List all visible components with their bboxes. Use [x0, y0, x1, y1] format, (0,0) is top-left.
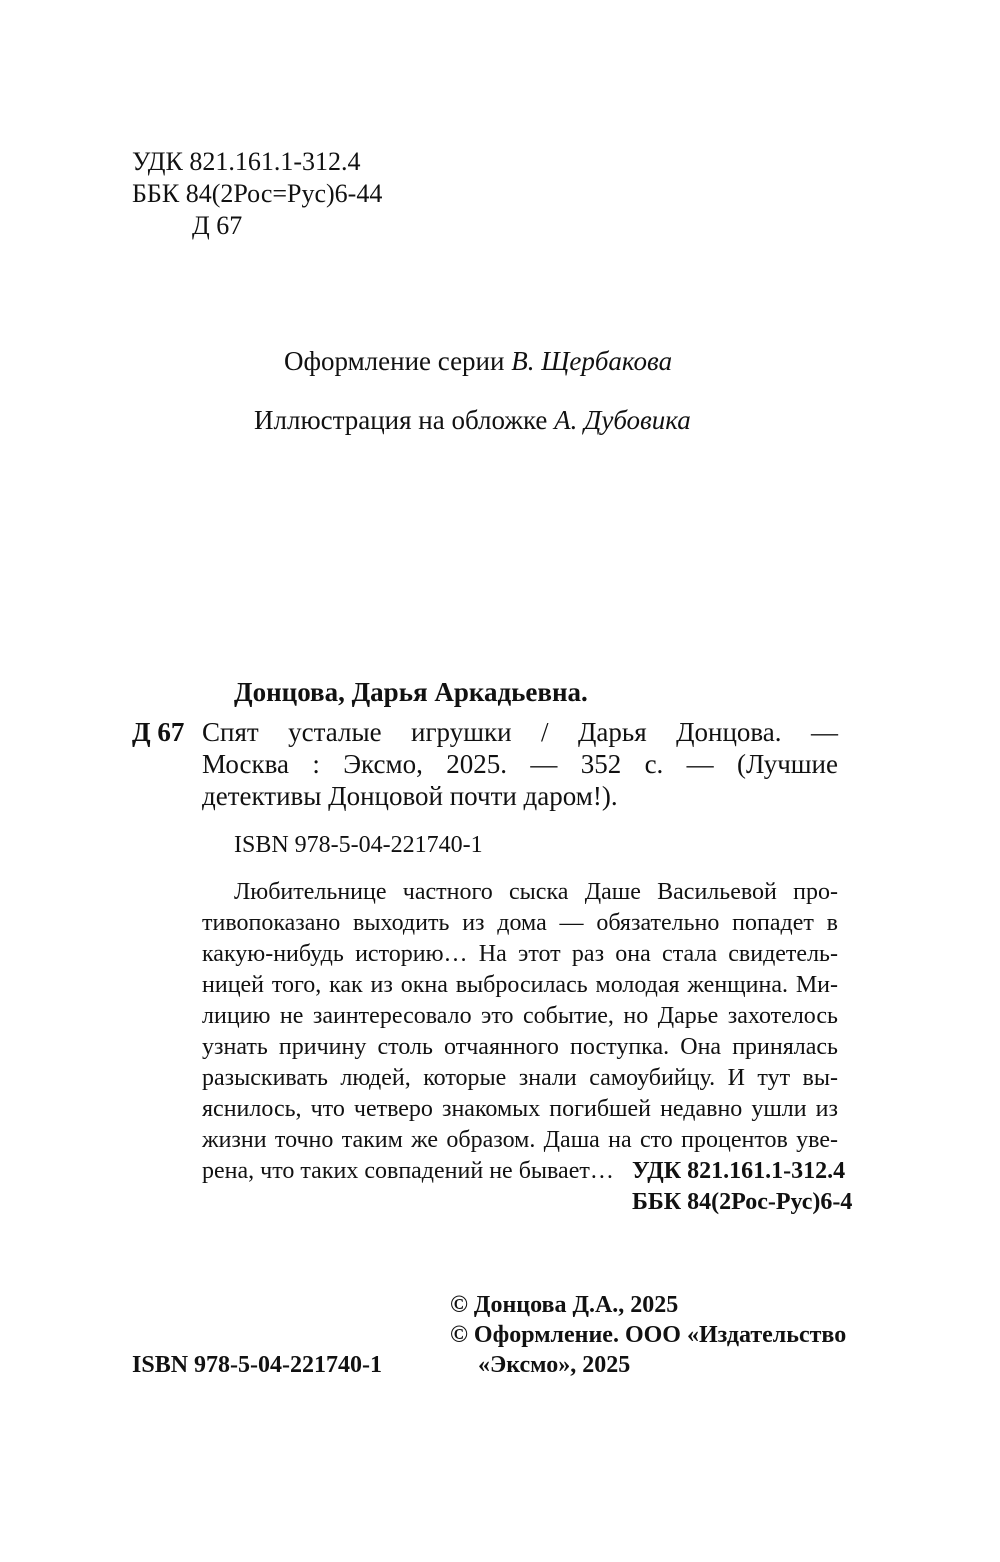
author-mark: Д 67: [192, 211, 243, 240]
catalog-title-line-3: детективы Донцовой почти даром!).: [202, 781, 618, 811]
annotation-line: разыскивать людей, которые знали самоубийцу. И тут вы-: [202, 1065, 838, 1091]
annotation-line: ницей того, как из окна выбросилась молодая женщина. Ми-: [202, 972, 838, 998]
annotation-line: узнать причину столь отчаянного поступка. Она принялась: [202, 1034, 838, 1060]
catalog-isbn: ISBN 978-5-04-221740-1: [234, 832, 483, 858]
series-design-name: В. Щербакова: [511, 346, 673, 376]
annotation-line: рена, что таких совпадений не бывает…: [202, 1158, 614, 1184]
annotation-udk: УДК 821.161.1-312.4: [632, 1158, 846, 1184]
copyright-design-line-1: © Оформление. ООО «Издательство: [450, 1322, 847, 1348]
catalog-mark: Д 67: [132, 717, 185, 747]
cover-illustration-credit: [254, 404, 691, 436]
cover-illustration-name: А. Дубовика: [554, 405, 691, 435]
annotation-line: лицию не заинтересовало это событие, но Дарье захотелось: [202, 1003, 838, 1029]
udk-code: УДК 821.161.1-312.4: [132, 147, 361, 176]
annotation-line: жизни точно таким же образом. Даша на сто процентов уве-: [202, 1127, 838, 1153]
footer-isbn: ISBN 978-5-04-221740-1: [132, 1352, 382, 1378]
annotation-line: Любительнице частного сыска Даше Васильевой про-: [234, 879, 838, 905]
catalog-author-heading: Донцова, Дарья Аркадьевна.: [234, 677, 588, 707]
series-design-label: Оформление серии: [284, 346, 505, 376]
annotation-line: яснилось, что четверо знакомых погибшей недавно ушли из: [202, 1096, 838, 1122]
bbk-code: ББК 84(2Рос=Рус)6-44: [132, 179, 383, 208]
series-design-credit: [284, 345, 672, 377]
cover-illustration-label: Иллюстрация на обложке: [254, 405, 548, 435]
catalog-title-line-1: Спят усталые игрушки / Дарья Донцова. —: [202, 717, 838, 747]
annotation-bbk: ББК 84(2Рос-Рус)6-4: [632, 1189, 853, 1215]
copyright-design-line-2: «Эксмо», 2025: [478, 1352, 631, 1378]
copyright-author: © Донцова Д.А., 2025: [450, 1292, 679, 1318]
annotation-line: какую-нибудь историю… На этот раз она стала свидетель-: [202, 941, 838, 967]
catalog-title-line-2: Москва : Эксмо, 2025. — 352 с. — (Лучшие: [202, 749, 838, 779]
annotation-line: тивопоказано выходить из дома — обязательно попадет в: [202, 910, 838, 936]
